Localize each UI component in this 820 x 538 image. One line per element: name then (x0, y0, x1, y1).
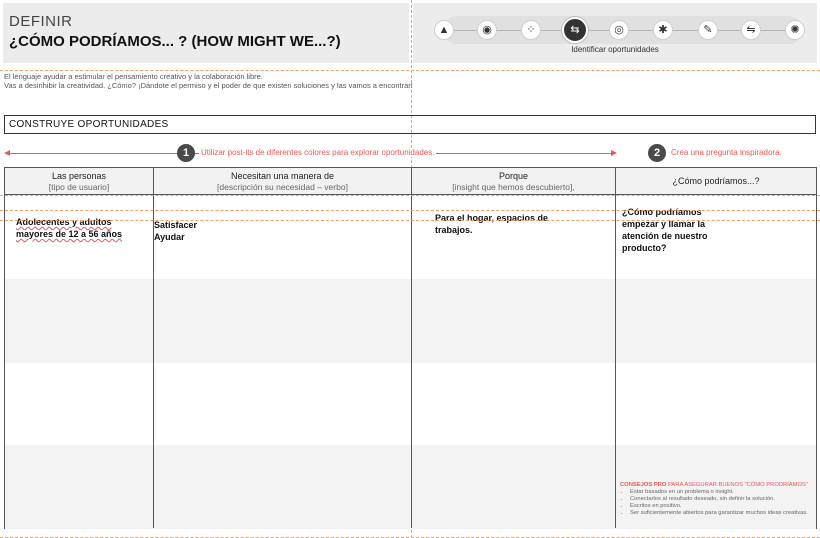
cell-necesidad-line-1: Satisfacer (154, 220, 198, 230)
guide-horizontal-top (0, 70, 820, 71)
step-number-1: 1 (177, 144, 195, 162)
mountain-icon[interactable]: ▲ (434, 20, 454, 40)
column-title-porque: Porque (498, 171, 529, 181)
arrow-right-head (611, 150, 617, 156)
step2-instruction: Crea una pregunta inspiradora. (671, 148, 782, 157)
intro-text (4, 72, 413, 90)
column-title-como: ¿Cómo podríamos...? (672, 176, 760, 186)
page-title: ¿CÓMO PODRÍAMOS... ? (HOW MIGHT WE...?) (9, 33, 341, 50)
hands-icon[interactable]: ⇋ (741, 20, 761, 40)
page-eyebrow: DEFINIR (9, 13, 73, 30)
pencil-icon[interactable]: ✎ (698, 20, 718, 40)
cell-personas-line-1: Adolecentes y adultos (16, 217, 112, 227)
cell-como-line-3: atención de nuestro (622, 231, 708, 241)
signpost-icon[interactable]: ⇆ (562, 17, 588, 43)
column-header-necesidad (154, 168, 412, 195)
target-icon[interactable]: ◎ (609, 20, 629, 40)
cell-como[interactable] (622, 206, 708, 254)
tips-title-rest: PARA ASEGURAR BUENOS "CÓMO PRODRÍAMOS" (666, 482, 808, 488)
column-divider-2 (411, 168, 412, 528)
column-title-necesidad: Necesitan una manera de (230, 171, 335, 181)
steps-caption: Identificar oportunidades (571, 45, 659, 54)
column-title-personas: Las personas (51, 171, 107, 181)
section-title: CONSTRUYE OPORTUNIDADES (4, 115, 816, 134)
textbox-guide-3 (0, 220, 820, 221)
tip-item: • Conectarlos al resultado deseado, sin definir la solución. (630, 496, 820, 503)
process-steps (413, 3, 817, 63)
tip-item: • Escritos en positivo. (630, 503, 820, 510)
pro-tips (620, 482, 820, 517)
header-panel (3, 3, 409, 63)
column-subtitle-necesidad: [descripción su necesidad – verbo] (217, 182, 348, 192)
cell-como-line-2: empezar y llamar la (622, 219, 706, 229)
textbox-guide-1 (0, 195, 820, 196)
tip-item: • Estar basados en un problema o insight. (630, 489, 820, 496)
step-number-2: 2 (648, 144, 666, 162)
tip-item: • Ser suficientemente abiertos para garantizar muchos ideas creativas. (630, 510, 820, 517)
column-header-personas (5, 168, 154, 195)
cell-como-line-4: producto? (622, 243, 667, 253)
step1-instruction: Utilizar post-its de diferentes colores para explorar oportunidades. (201, 148, 435, 157)
column-subtitle-personas: [tipo de usuario] (48, 182, 110, 192)
tips-title: CONSEJOS PRO (620, 482, 667, 488)
opportunity-table (4, 167, 817, 529)
intro-line-1: El lenguaje ayudar a estimular el pensamiento creativo y la colaboración libre. (4, 72, 263, 81)
column-subtitle-porque: [insight que hemos descubierto], (452, 182, 575, 192)
cell-porque-line-2: trabajos. (435, 225, 473, 235)
cell-necesidad[interactable] (154, 219, 197, 243)
cell-necesidad-line-2: Ayudar (154, 232, 185, 242)
brain-icon[interactable]: ✺ (785, 20, 805, 40)
cell-personas-line-2: mayores de 12 a 56 años (16, 229, 123, 239)
textbox-guide-2 (0, 210, 820, 211)
network-icon[interactable]: ⁘ (521, 20, 541, 40)
cell-como-line-1: ¿Cómo podríamos (622, 207, 702, 217)
column-header-porque (412, 168, 616, 195)
cell-porque-line-1: Para el hogar, espacios de (435, 213, 549, 223)
column-header-como (616, 168, 816, 195)
column-divider-3 (615, 168, 616, 528)
intro-line-2: Vas a desinhibir la creatividad. ¿Cómo? ¡Dándote el permiso y el poder de que existen soluciones y las vamos a encontrar! (4, 81, 413, 90)
cell-porque[interactable] (435, 212, 548, 236)
head-profile-icon[interactable]: ◉ (477, 20, 497, 40)
tips-list (620, 489, 820, 517)
lightbulb-icon[interactable]: ✱ (653, 20, 673, 40)
